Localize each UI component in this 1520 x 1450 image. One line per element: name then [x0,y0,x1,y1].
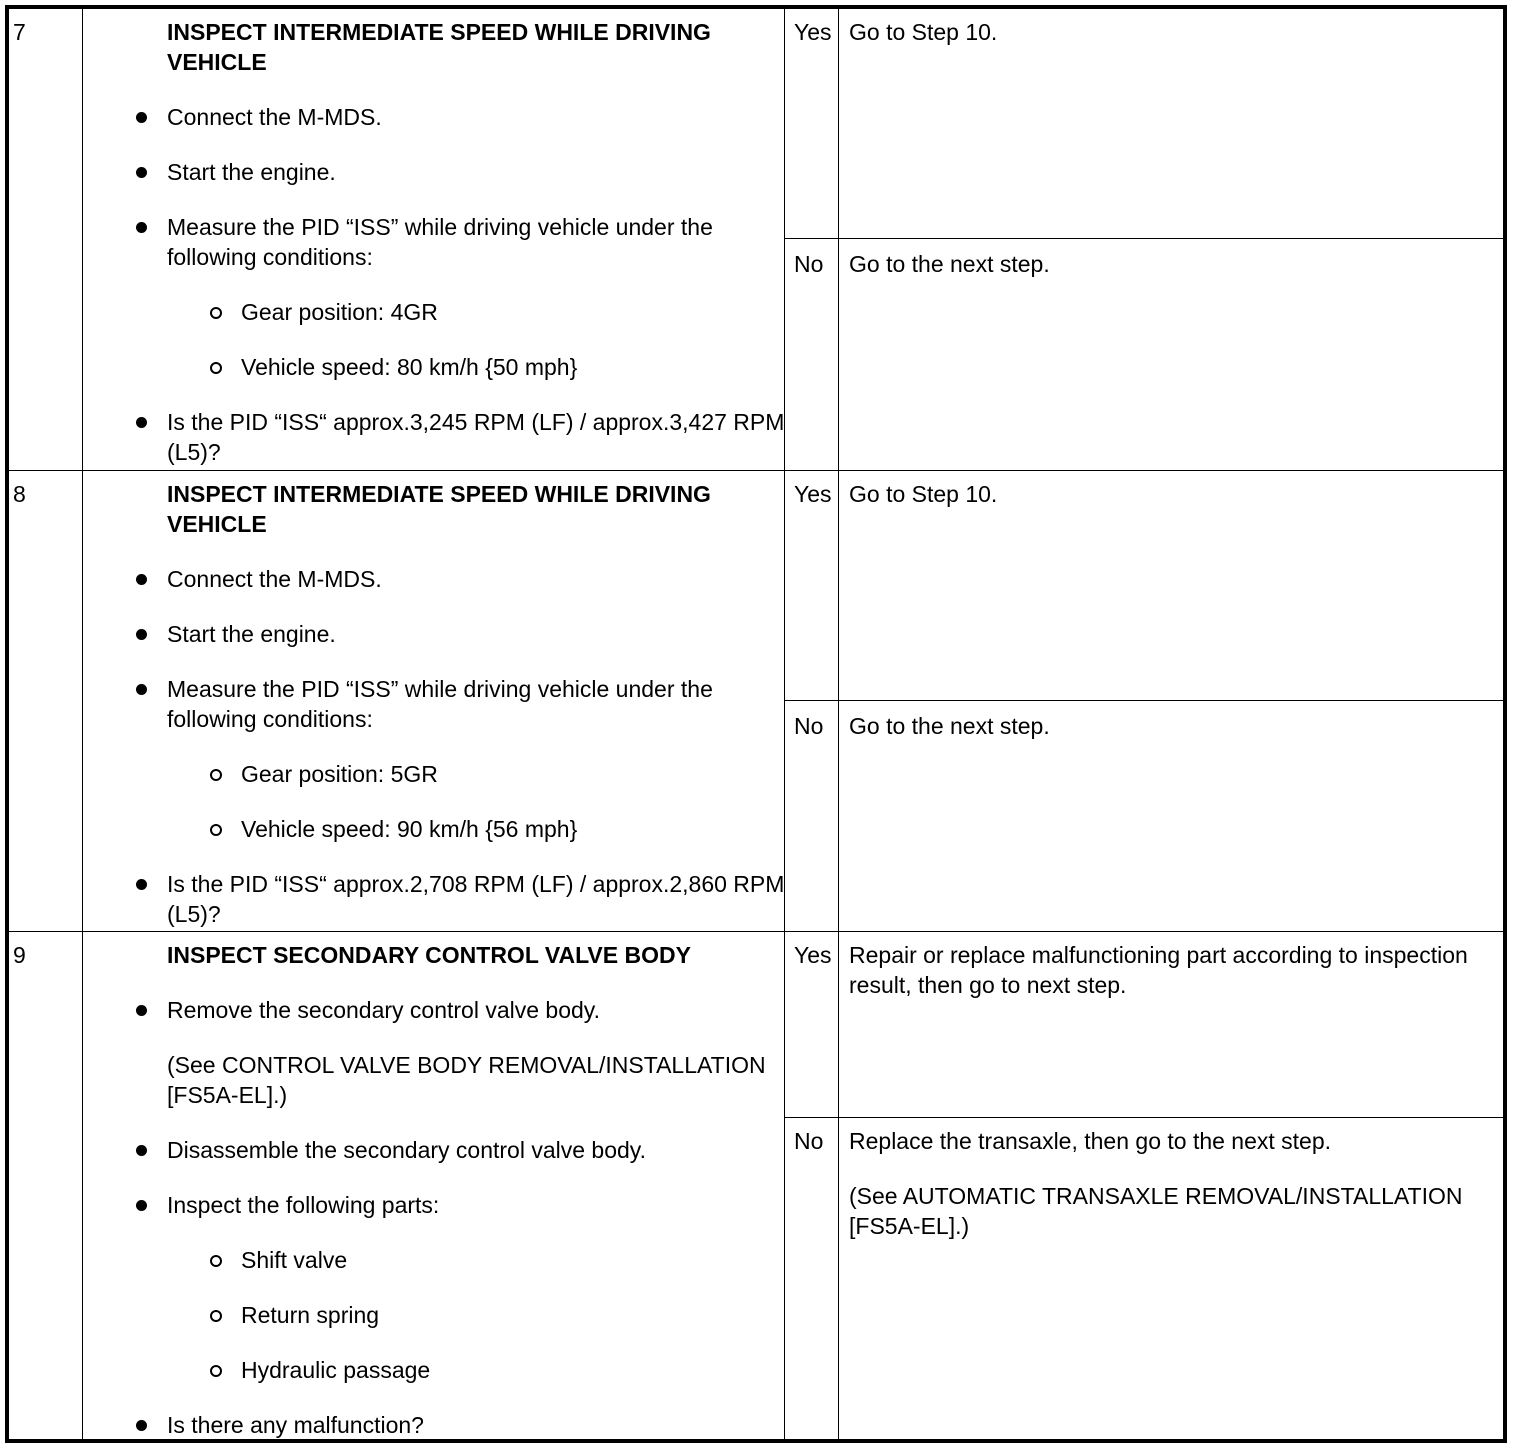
yes-action: Go to Step 10. [849,19,998,45]
procedure-question: Is there any malfunction? [167,1410,787,1440]
step-row-8 [9,471,1503,931]
step-procedure [167,17,787,467]
procedure-item: Inspect the following parts: [167,1190,787,1220]
bullet-icon [136,1145,147,1156]
no-action-block [849,1126,1489,1266]
yes-label: Yes [794,942,832,968]
no-action: Go to the next step. [849,251,1050,277]
step-procedure [167,940,787,1440]
no-action: Go to the next step. [849,713,1050,739]
reference-note: (See CONTROL VALVE BODY REMOVAL/INSTALLATION [FS5A-EL].) [167,1052,766,1108]
condition-item: Vehicle speed: 80 km/h {50 mph} [241,352,787,382]
bullet-icon [136,1420,147,1431]
procedure-question: Is the PID “ISS“ approx.3,245 RPM (LF) / approx.3,427 RPM (L5)? [167,407,787,467]
bullet-icon [136,574,147,585]
procedure-item: Measure the PID “ISS” while driving vehicle under the following conditions: [167,212,787,272]
step-row-7 [9,9,1503,470]
part-item: Shift valve [241,1245,787,1275]
yes-label: Yes [794,481,832,507]
circle-bullet-icon [210,1310,222,1322]
bullet-icon [136,112,147,123]
bullet-icon [136,167,147,178]
step-number: 7 [13,19,26,45]
step-number: 8 [13,481,26,507]
bullet-icon [136,629,147,640]
condition-item: Gear position: 4GR [241,297,787,327]
procedure-item: Start the engine. [167,157,787,187]
procedure-item: Measure the PID “ISS” while driving vehicle under the following conditions: [167,674,787,734]
bullet-icon [136,222,147,233]
reference-note: (See AUTOMATIC TRANSAXLE REMOVAL/INSTALLATION [FS5A-EL].) [849,1183,1463,1239]
condition-item: Gear position: 5GR [241,759,787,789]
procedure-item: Disassemble the secondary control valve body. [167,1135,787,1165]
no-label: No [794,1128,824,1154]
troubleshooting-table [5,5,1507,1443]
step-title: INSPECT INTERMEDIATE SPEED WHILE DRIVING VEHICLE [167,481,711,537]
step-row-9 [9,932,1503,1439]
bullet-icon [136,1200,147,1211]
procedure-item: Connect the M-MDS. [167,564,787,594]
step-procedure [167,479,787,929]
circle-bullet-icon [210,769,222,781]
bullet-icon [136,684,147,695]
circle-bullet-icon [210,362,222,374]
circle-bullet-icon [210,1255,222,1267]
bullet-icon [136,417,147,428]
yes-action: Repair or replace malfunctioning part according to inspection result, then go to next step. [849,942,1468,998]
yes-label: Yes [794,19,832,45]
part-item: Return spring [241,1300,787,1330]
yes-action: Go to Step 10. [849,481,998,507]
bullet-icon [136,879,147,890]
step-number: 9 [13,942,26,968]
step-title: INSPECT SECONDARY CONTROL VALVE BODY [167,942,691,968]
procedure-item: Connect the M-MDS. [167,102,787,132]
no-action: Replace the transaxle, then go to the next step. [849,1128,1332,1154]
bullet-icon [136,1005,147,1016]
circle-bullet-icon [210,307,222,319]
procedure-item: Remove the secondary control valve body. [167,995,787,1025]
no-label: No [794,713,824,739]
procedure-question: Is the PID “ISS“ approx.2,708 RPM (LF) / approx.2,860 RPM (L5)? [167,869,787,929]
part-item: Hydraulic passage [241,1355,787,1385]
no-label: No [794,251,824,277]
procedure-item: Start the engine. [167,619,787,649]
circle-bullet-icon [210,1365,222,1377]
step-title: INSPECT INTERMEDIATE SPEED WHILE DRIVING VEHICLE [167,19,711,75]
condition-item: Vehicle speed: 90 km/h {56 mph} [241,814,787,844]
circle-bullet-icon [210,824,222,836]
